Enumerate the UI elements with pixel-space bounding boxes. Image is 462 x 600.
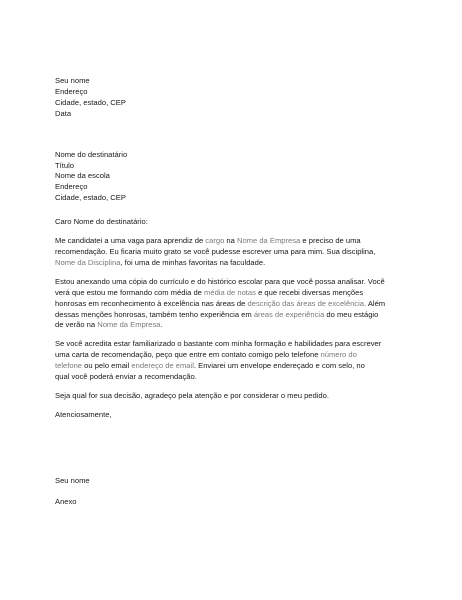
text-span: Estou anexando uma cópia do currículo e do histórico escolar para que você possa analisar. Você	[55, 276, 385, 286]
paragraph-1	[55, 236, 407, 269]
closing: Atenciosamente,	[55, 409, 112, 419]
sender-date: Data	[55, 108, 72, 118]
recipient-address: Endereço	[55, 182, 88, 192]
placeholder-company-name: Nome da Empresa	[97, 320, 161, 330]
text-span: . Enviarei um envelope endereçado e com selo, no	[193, 361, 365, 371]
text-span: .	[160, 320, 163, 330]
placeholder-course-name: Nome da Disciplina	[55, 257, 121, 267]
placeholder-excellence-areas: descrição das áreas de excelência	[247, 298, 365, 308]
placeholder-email-address: endereço de email	[131, 361, 194, 371]
text-span: recomendação. Eu ficaria muito grato se você pudesse escrever uma para mim. Sua disciplina,	[55, 246, 376, 256]
text-span: Seja qual for sua decisão, agradeço pela atenção e por considerar o meu pedido.	[55, 390, 329, 400]
text-span: na	[224, 236, 237, 246]
text-span: Se você acredita estar familiarizado o bastante com minha formação e habilidades para escrever	[55, 339, 382, 349]
placeholder-phone-number: telefone	[55, 361, 83, 371]
text-span: e que recebi diversas menções	[255, 287, 364, 297]
placeholder-phone-number: número do	[320, 350, 357, 360]
text-span: , foi uma de minhas favoritas na faculdade.	[120, 257, 266, 267]
text-span: qual você poderá enviar a recomendação.	[55, 372, 197, 382]
paragraph-2	[55, 277, 407, 332]
recipient-block	[55, 150, 407, 205]
letter-page	[55, 76, 407, 508]
placeholder-job-title: cargo	[205, 236, 225, 246]
salutation: Caro Nome do destinatário:	[55, 217, 148, 227]
text-span: de verão na	[55, 320, 98, 330]
text-span: dessas menções honrosas, também tenho experiência em	[55, 309, 254, 319]
placeholder-company-name: Nome da Empresa	[236, 236, 301, 246]
sender-address: Endereço	[55, 86, 88, 96]
placeholder-gpa: média de notas	[204, 287, 256, 297]
sender-city-state-zip: Cidade, estado, CEP	[55, 97, 126, 107]
recipient-name: Nome do destinatário	[55, 149, 128, 159]
sender-name: Seu nome	[55, 76, 90, 85]
text-span: uma carta de recomendação, peço que entre em contato comigo pelo telefone	[55, 350, 321, 360]
text-span: do meu estágio	[324, 309, 379, 319]
recipient-title: Título	[55, 160, 74, 170]
text-span: Me candidatei a uma vaga para aprendiz de	[55, 236, 206, 246]
placeholder-experience-areas: áreas de experiência	[253, 309, 325, 319]
recipient-city-state-zip: Cidade, estado, CEP	[55, 193, 126, 203]
paragraph-3	[55, 339, 407, 383]
text-span: e preciso de uma	[300, 236, 361, 246]
enclosure-note: Anexo	[55, 496, 77, 506]
recipient-school: Nome da escola	[55, 171, 110, 181]
text-span: ou pelo email	[82, 361, 132, 371]
text-span: . Além	[364, 298, 386, 308]
text-span: honrosas em reconhecimento à excelência nas áreas de	[55, 298, 248, 308]
signature-name: Seu nome	[55, 475, 90, 485]
text-span: verá que estou me formando com média de	[55, 287, 205, 297]
sender-block	[55, 76, 407, 120]
paragraph-4	[55, 391, 407, 402]
